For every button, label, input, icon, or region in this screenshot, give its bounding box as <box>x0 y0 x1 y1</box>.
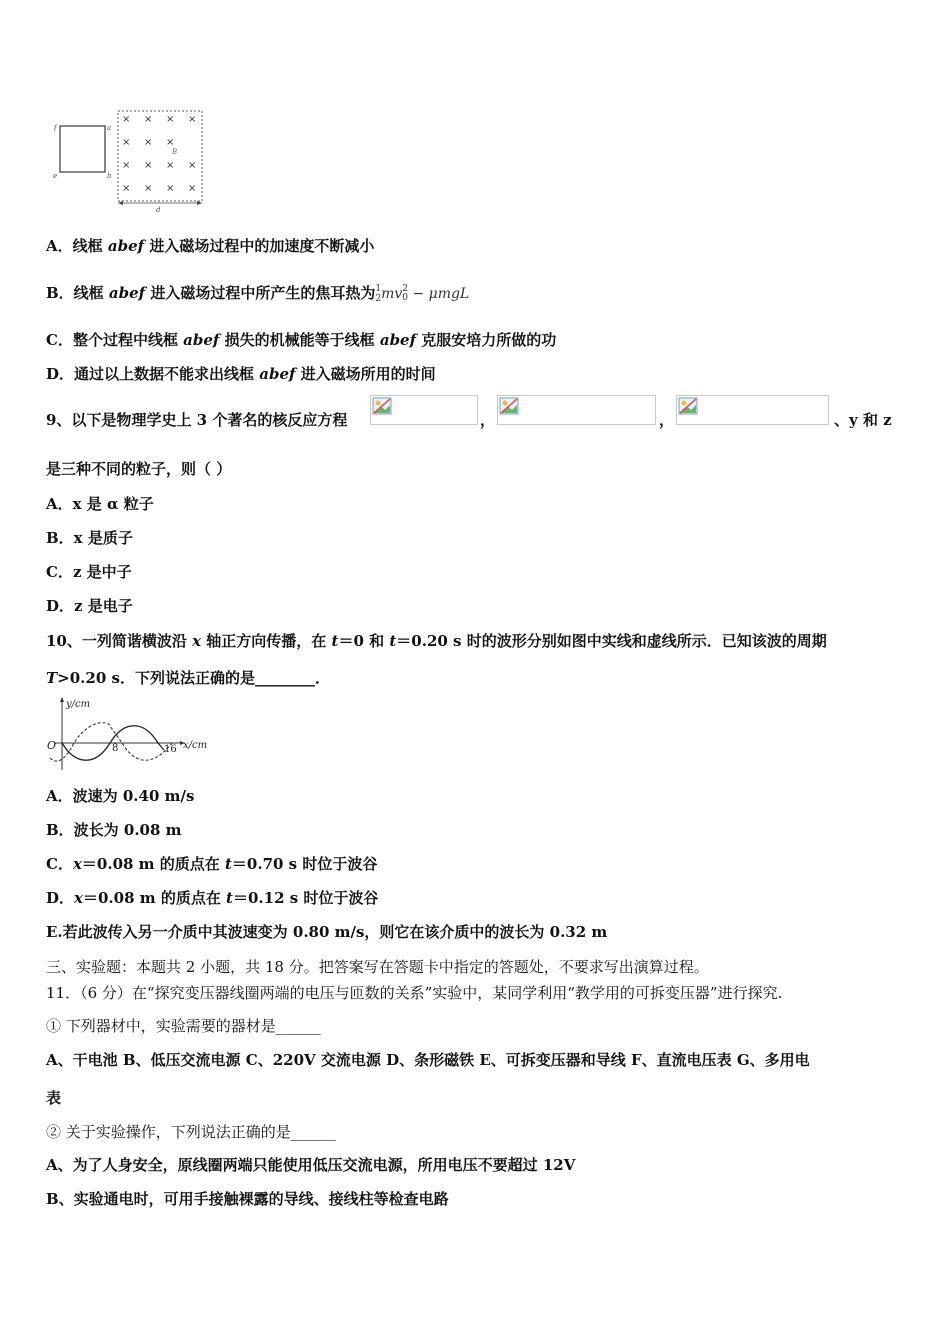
q10-c-t: t <box>224 855 232 873</box>
q8-a-prefix: A．线框 <box>46 237 108 255</box>
q8-option-c <box>46 330 556 350</box>
q8-option-a <box>46 236 374 256</box>
q9-option-c: C．z 是中子 <box>46 563 132 581</box>
q10-t1: t <box>331 632 339 650</box>
wave-figure <box>44 696 214 772</box>
q10-d-p2: ＝0.08 m 的质点在 <box>82 889 227 907</box>
field-cross: × <box>166 160 175 171</box>
q10-c-p2: ＝0.08 m 的质点在 <box>81 855 225 873</box>
label-b: b <box>107 172 112 180</box>
q9-stem-c: 是三种不同的粒子，则（ ） <box>46 460 232 478</box>
y-axis-arrow <box>60 697 64 702</box>
q11-part2: ② 关于实验操作，下列说法正确的是______ <box>46 1123 336 1141</box>
broken-image-icon <box>372 397 392 415</box>
q10-stem-a <box>46 631 827 651</box>
field-cross: × <box>122 183 131 194</box>
q10-d-x: x <box>74 889 83 907</box>
q10-c-p3: ＝0.70 s 时位于波谷 <box>231 855 378 873</box>
label-f: f <box>54 124 57 132</box>
q10-d-p3: ＝0.12 s 时位于波谷 <box>232 889 379 907</box>
field-cross: × <box>144 183 153 194</box>
q11-options-line2: 表 <box>46 1089 62 1107</box>
q10-c-x: x <box>72 855 82 873</box>
field-cross: × <box>122 160 131 171</box>
equation-image-1 <box>370 395 478 425</box>
q8-c-mid: 损失的机械能等于线框 <box>219 331 380 349</box>
q10-option-e: E.若此波传入另一介质中其波速变为 0.80 m/s，则它在该介质中的波长为 0.32 m <box>46 923 608 941</box>
q10-T: T <box>46 669 58 687</box>
q8-c-prefix: C．整个过程中线框 <box>46 331 184 349</box>
field-cross: × <box>166 183 175 194</box>
field-cross: × <box>144 137 153 148</box>
magnet-field-figure <box>50 106 210 216</box>
q9-sep2: ， <box>659 411 675 429</box>
q10-option-a: A．波速为 0.40 m/s <box>46 787 195 805</box>
q11-option-b: B、实验通电时，可用手接触裸露的导线、接线柱等检查电路 <box>46 1190 449 1208</box>
q8-b-mid: 进入磁场过程中所产生的焦耳热为 <box>145 284 376 302</box>
wave-xlabel: x/cm <box>183 740 208 751</box>
q10-x: x <box>192 632 202 650</box>
q10-d-p1: D． <box>46 889 75 907</box>
q10-stem-b <box>46 668 330 688</box>
q10-option-b: B．波长为 0.08 m <box>46 821 182 839</box>
q10-c-p1: C． <box>46 855 73 873</box>
q8-d-suffix: 进入磁场所用的时间 <box>295 365 436 383</box>
q11-options-line1: A、干电池 B、低压交流电源 C、220V 交流电源 D、条形磁铁 E、可拆变压器和导线 F、直流电压表 G、多用电 <box>46 1051 810 1069</box>
frac-num: 1 <box>375 284 382 294</box>
wave-ylabel: y/cm <box>66 699 91 710</box>
q10-t2: t <box>389 632 397 650</box>
q8-option-d <box>46 364 436 384</box>
field-cross: × <box>144 160 153 171</box>
q9-option-b: B．x 是质子 <box>46 529 133 547</box>
q8-b-formula <box>375 286 469 302</box>
q10-s2: 轴正方向传播，在 <box>201 632 332 650</box>
field-cross: × <box>122 114 131 125</box>
q11-stem: 11．（6 分）在“探究变压器线圈两端的电压与匝数的关系”实验中，某同学利用“教学用的可拆变压器”进行探究. <box>46 984 783 1002</box>
q9-option-d: D．z 是电子 <box>46 597 133 615</box>
field-cross: × <box>166 114 175 125</box>
field-cross: × <box>188 183 197 194</box>
arrow-head-left <box>118 201 123 205</box>
q11-option-a: A、为了人身安全，原线圈两端只能使用低压交流电源，所用电压不要超过 12V <box>46 1156 576 1174</box>
label-B: B <box>172 148 178 156</box>
q8-c-suffix: 克服安培力所做的功 <box>416 331 557 349</box>
q8-d-term: abef <box>259 365 296 383</box>
q10-option-c <box>46 854 377 874</box>
q8-a-suffix: 进入磁场过程中的加速度不断减小 <box>144 237 375 255</box>
coil-square <box>60 126 105 172</box>
field-cross: × <box>188 114 197 125</box>
q9-option-a: A．x 是 α 粒子 <box>46 495 154 513</box>
q9-stem-a: 9、以下是物理学史上 3 个著名的核反应方程 <box>46 411 348 429</box>
q10-d-t: t <box>226 889 233 907</box>
field-cross: × <box>188 160 197 171</box>
q8-b-term: abef <box>108 284 146 302</box>
q8-a-term: abef <box>107 237 145 255</box>
label-d: d <box>156 206 161 214</box>
q10-stem-b-text: >0.20 s．下列说法正确的是________． <box>57 669 330 687</box>
q8-d-prefix: D．通过以上数据不能求出线框 <box>46 365 260 383</box>
q9-stem-b: 、y 和 z <box>834 411 892 429</box>
section-3-heading: 三、实验题：本题共 2 小题，共 18 分。把答案写在答题卡中指定的答题处，不要求写出演算过程。 <box>46 958 709 976</box>
q8-c-term2: abef <box>379 331 417 349</box>
field-cross: × <box>122 137 131 148</box>
broken-image-icon <box>499 397 519 415</box>
wave-origin: O <box>47 739 57 752</box>
formula-sub: 0 <box>402 293 409 303</box>
frac-den: 2 <box>375 294 382 304</box>
formula-sup: 2 <box>402 284 409 294</box>
field-cross: × <box>166 137 175 148</box>
field-cross: × <box>144 114 153 125</box>
q8-option-b <box>46 283 469 304</box>
q10-s4: ＝0.20 s 时的波形分别如图中实线和虚线所示．已知该波的周期 <box>396 632 827 650</box>
q8-c-term1: abef <box>183 331 220 349</box>
q10-option-d <box>46 888 378 908</box>
broken-image-icon <box>678 397 698 415</box>
label-e: e <box>53 172 58 180</box>
wave-tick-16: 16 <box>164 744 177 755</box>
q8-b-prefix: B．线框 <box>46 284 109 302</box>
q10-s1: 10、一列简谐横波沿 <box>46 632 193 650</box>
q10-s3: ＝0 和 <box>338 632 390 650</box>
label-a: a <box>107 124 112 132</box>
formula-tail: − μmgL <box>408 286 470 302</box>
formula-mv: mv <box>381 286 403 302</box>
arrow-head-right <box>197 201 202 205</box>
equation-image-2 <box>497 395 656 425</box>
q11-part1: ① 下列器材中，实验需要的器材是______ <box>46 1017 321 1035</box>
wave-tick-8: 8 <box>112 743 119 754</box>
equation-image-3 <box>676 395 829 425</box>
q9-sep1: ， <box>480 411 496 429</box>
field-crosses <box>122 114 196 194</box>
